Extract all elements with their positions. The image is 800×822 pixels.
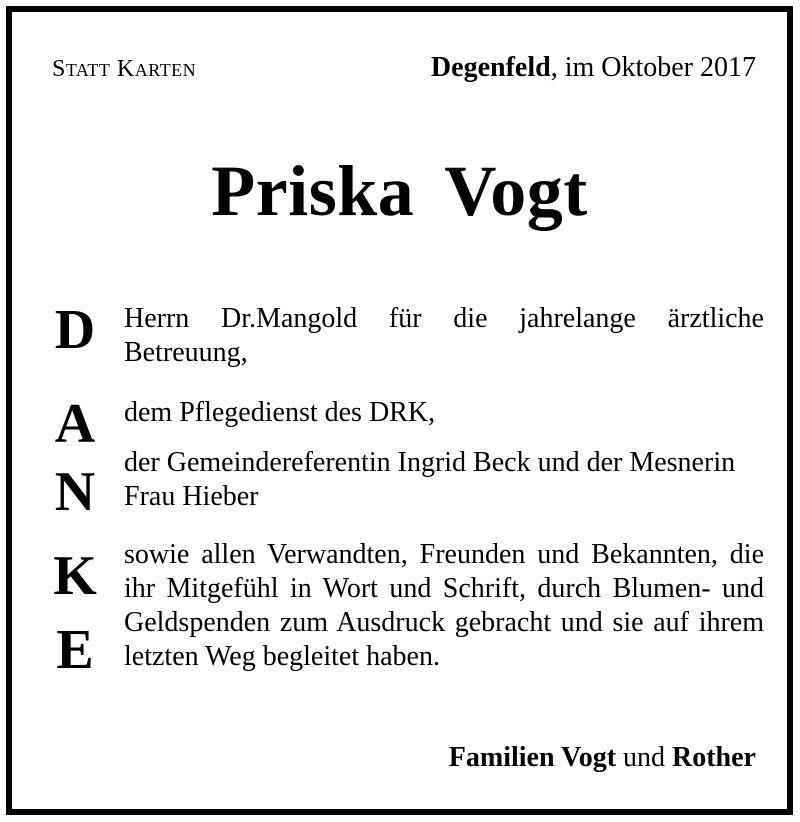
place-name: Degenfeld: [430, 52, 551, 83]
karten-initial: K: [116, 56, 135, 82]
family-connector: und: [616, 742, 673, 773]
thanks-paragraph-community: der Gemeindereferentin Ingrid Beck und der Mesnerin Frau Hieber: [124, 447, 736, 512]
family-rother: Rother: [672, 742, 756, 773]
karten-rest: ARTEN: [134, 60, 197, 80]
notice-frame: [6, 6, 793, 815]
thanks-paragraph-relatives: sowie allen Verwandten, Freunden und Bekannten, die ihr Mitgefühl in Wort und Schrift, durch Blumen- und Geldspenden zum Ausdruck gebracht und sie auf ihrem letzten Weg begleitet haben.: [124, 539, 764, 672]
danke-letter-d: D: [54, 299, 96, 361]
place-date: [431, 52, 756, 84]
thanks-paragraph-doctor: Herrn Dr.Mangold für die jahrelange ärztliche Betreuung,: [124, 303, 764, 368]
signature-families: [449, 742, 756, 774]
danke-letter-e: E: [56, 619, 94, 681]
thanks-paragraph-drk: dem Pflegedienst des DRK,: [124, 397, 436, 428]
last-name: Vogt: [444, 151, 588, 231]
family-vogt: Familien Vogt: [448, 742, 617, 773]
date-text: , im Oktober 2017: [550, 52, 756, 83]
statt-initial: S: [52, 56, 66, 82]
danke-letter-n: N: [54, 461, 96, 523]
statt-rest: TATT: [65, 60, 111, 80]
first-name: Priska: [211, 151, 415, 231]
statt-karten-label: [52, 56, 196, 83]
danke-letter-k: K: [53, 545, 97, 607]
danke-letter-a: A: [54, 393, 96, 455]
deceased-name: [12, 150, 787, 233]
